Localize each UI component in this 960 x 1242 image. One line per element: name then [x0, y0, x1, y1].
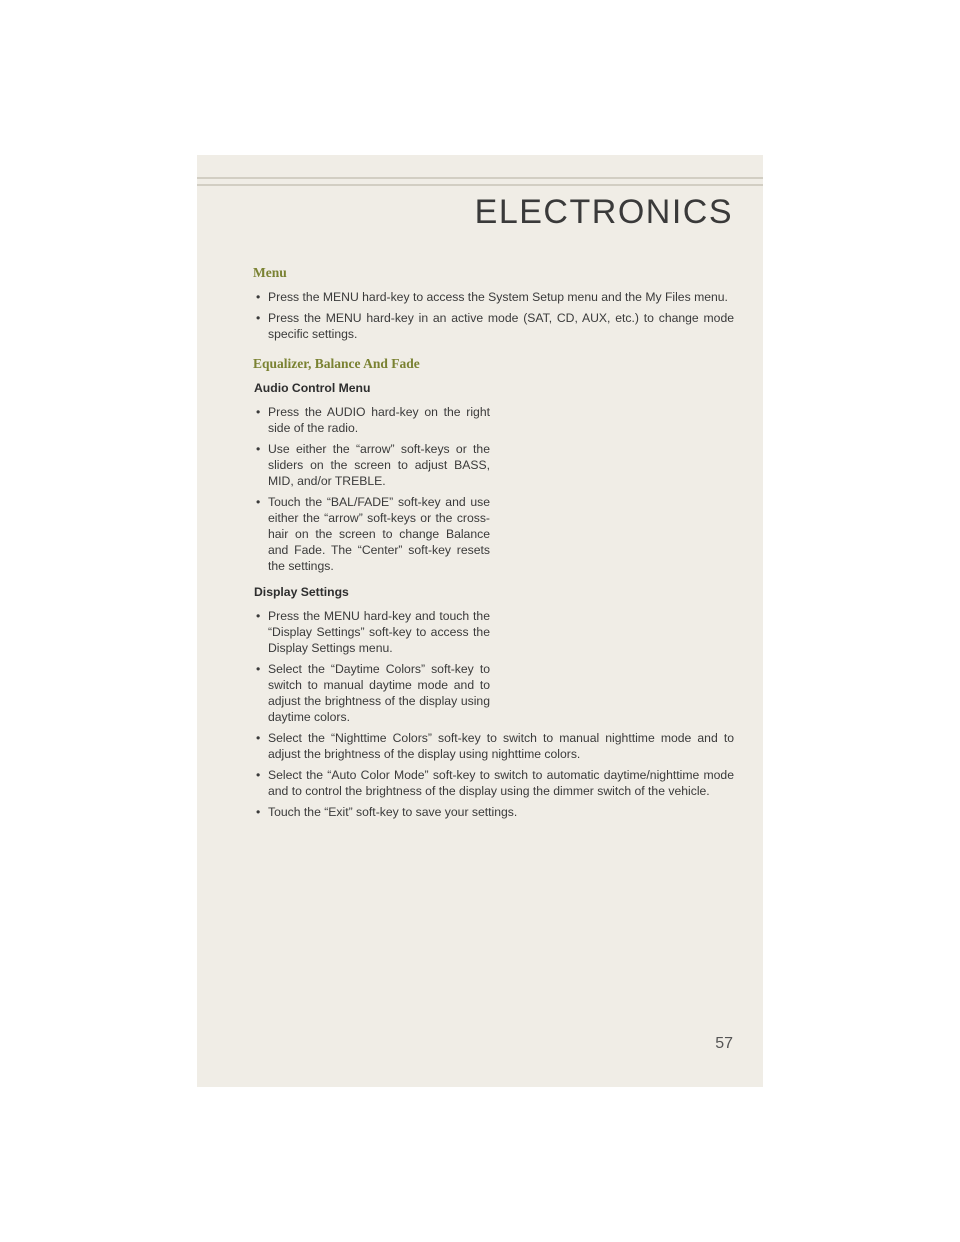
bullet-icon: •	[256, 731, 261, 745]
bullet-icon: •	[256, 290, 261, 304]
list-item: • Press the MENU hard-key to access the System Setup menu and the My Files menu.	[256, 290, 728, 304]
list-item: • Use either the “arrow” soft-keys or the sliders on the screen to adjust BASS, MID, and/or TREBLE.	[256, 442, 490, 488]
bullet-icon: •	[256, 609, 261, 623]
menu-bullet-list	[254, 289, 734, 342]
list-item: • Press the AUDIO hard-key on the right side of the radio.	[256, 405, 490, 435]
header-rule-top	[197, 177, 763, 179]
display-settings-heading: Display Settings	[254, 585, 349, 599]
list-item: • Press the MENU hard-key and touch the “Display Settings” soft-key to access the Display Settings menu.	[256, 609, 490, 655]
bullet-icon: •	[256, 662, 261, 676]
bullet-icon: •	[256, 405, 261, 419]
list-item: • Touch the “BAL/FADE” soft-key and use either the “arrow” soft-keys or the cross-hair on the screen to change Balance and Fade. The “Center” soft-key resets the settings.	[256, 495, 490, 573]
audio-control-heading: Audio Control Menu	[254, 381, 371, 395]
page-content	[254, 265, 734, 825]
bullet-icon: •	[256, 768, 261, 782]
list-item: • Select the “Auto Color Mode” soft-key to switch to automatic daytime/nighttime mode and to control the brightness of the display using the dimmer switch of the vehicle.	[256, 768, 734, 798]
bullet-icon: •	[256, 495, 261, 509]
list-item: • Select the “Daytime Colors” soft-key to switch to manual daytime mode and to adjust the brightness of the display using daytime colors.	[256, 662, 490, 724]
bullet-icon: •	[256, 311, 261, 325]
page-number: 57	[715, 1035, 733, 1052]
menu-heading: Menu	[253, 265, 287, 280]
equalizer-heading: Equalizer, Balance And Fade	[253, 356, 420, 371]
bullet-icon: •	[256, 805, 261, 819]
header-rule-bottom	[197, 184, 763, 186]
bullet-icon: •	[256, 442, 261, 456]
list-item: • Select the “Nighttime Colors” soft-key to switch to manual nighttime mode and to adjust the brightness of the display using nighttime colors.	[256, 731, 734, 761]
section-title: ELECTRONICS	[474, 193, 733, 231]
audio-bullet-list	[254, 404, 734, 574]
manual-page	[197, 155, 763, 1087]
display-bullet-list	[254, 608, 734, 820]
list-item: • Press the MENU hard-key in an active mode (SAT, CD, AUX, etc.) to change mode specific settings.	[256, 311, 734, 341]
list-item: • Touch the “Exit” soft-key to save your settings.	[256, 805, 518, 819]
